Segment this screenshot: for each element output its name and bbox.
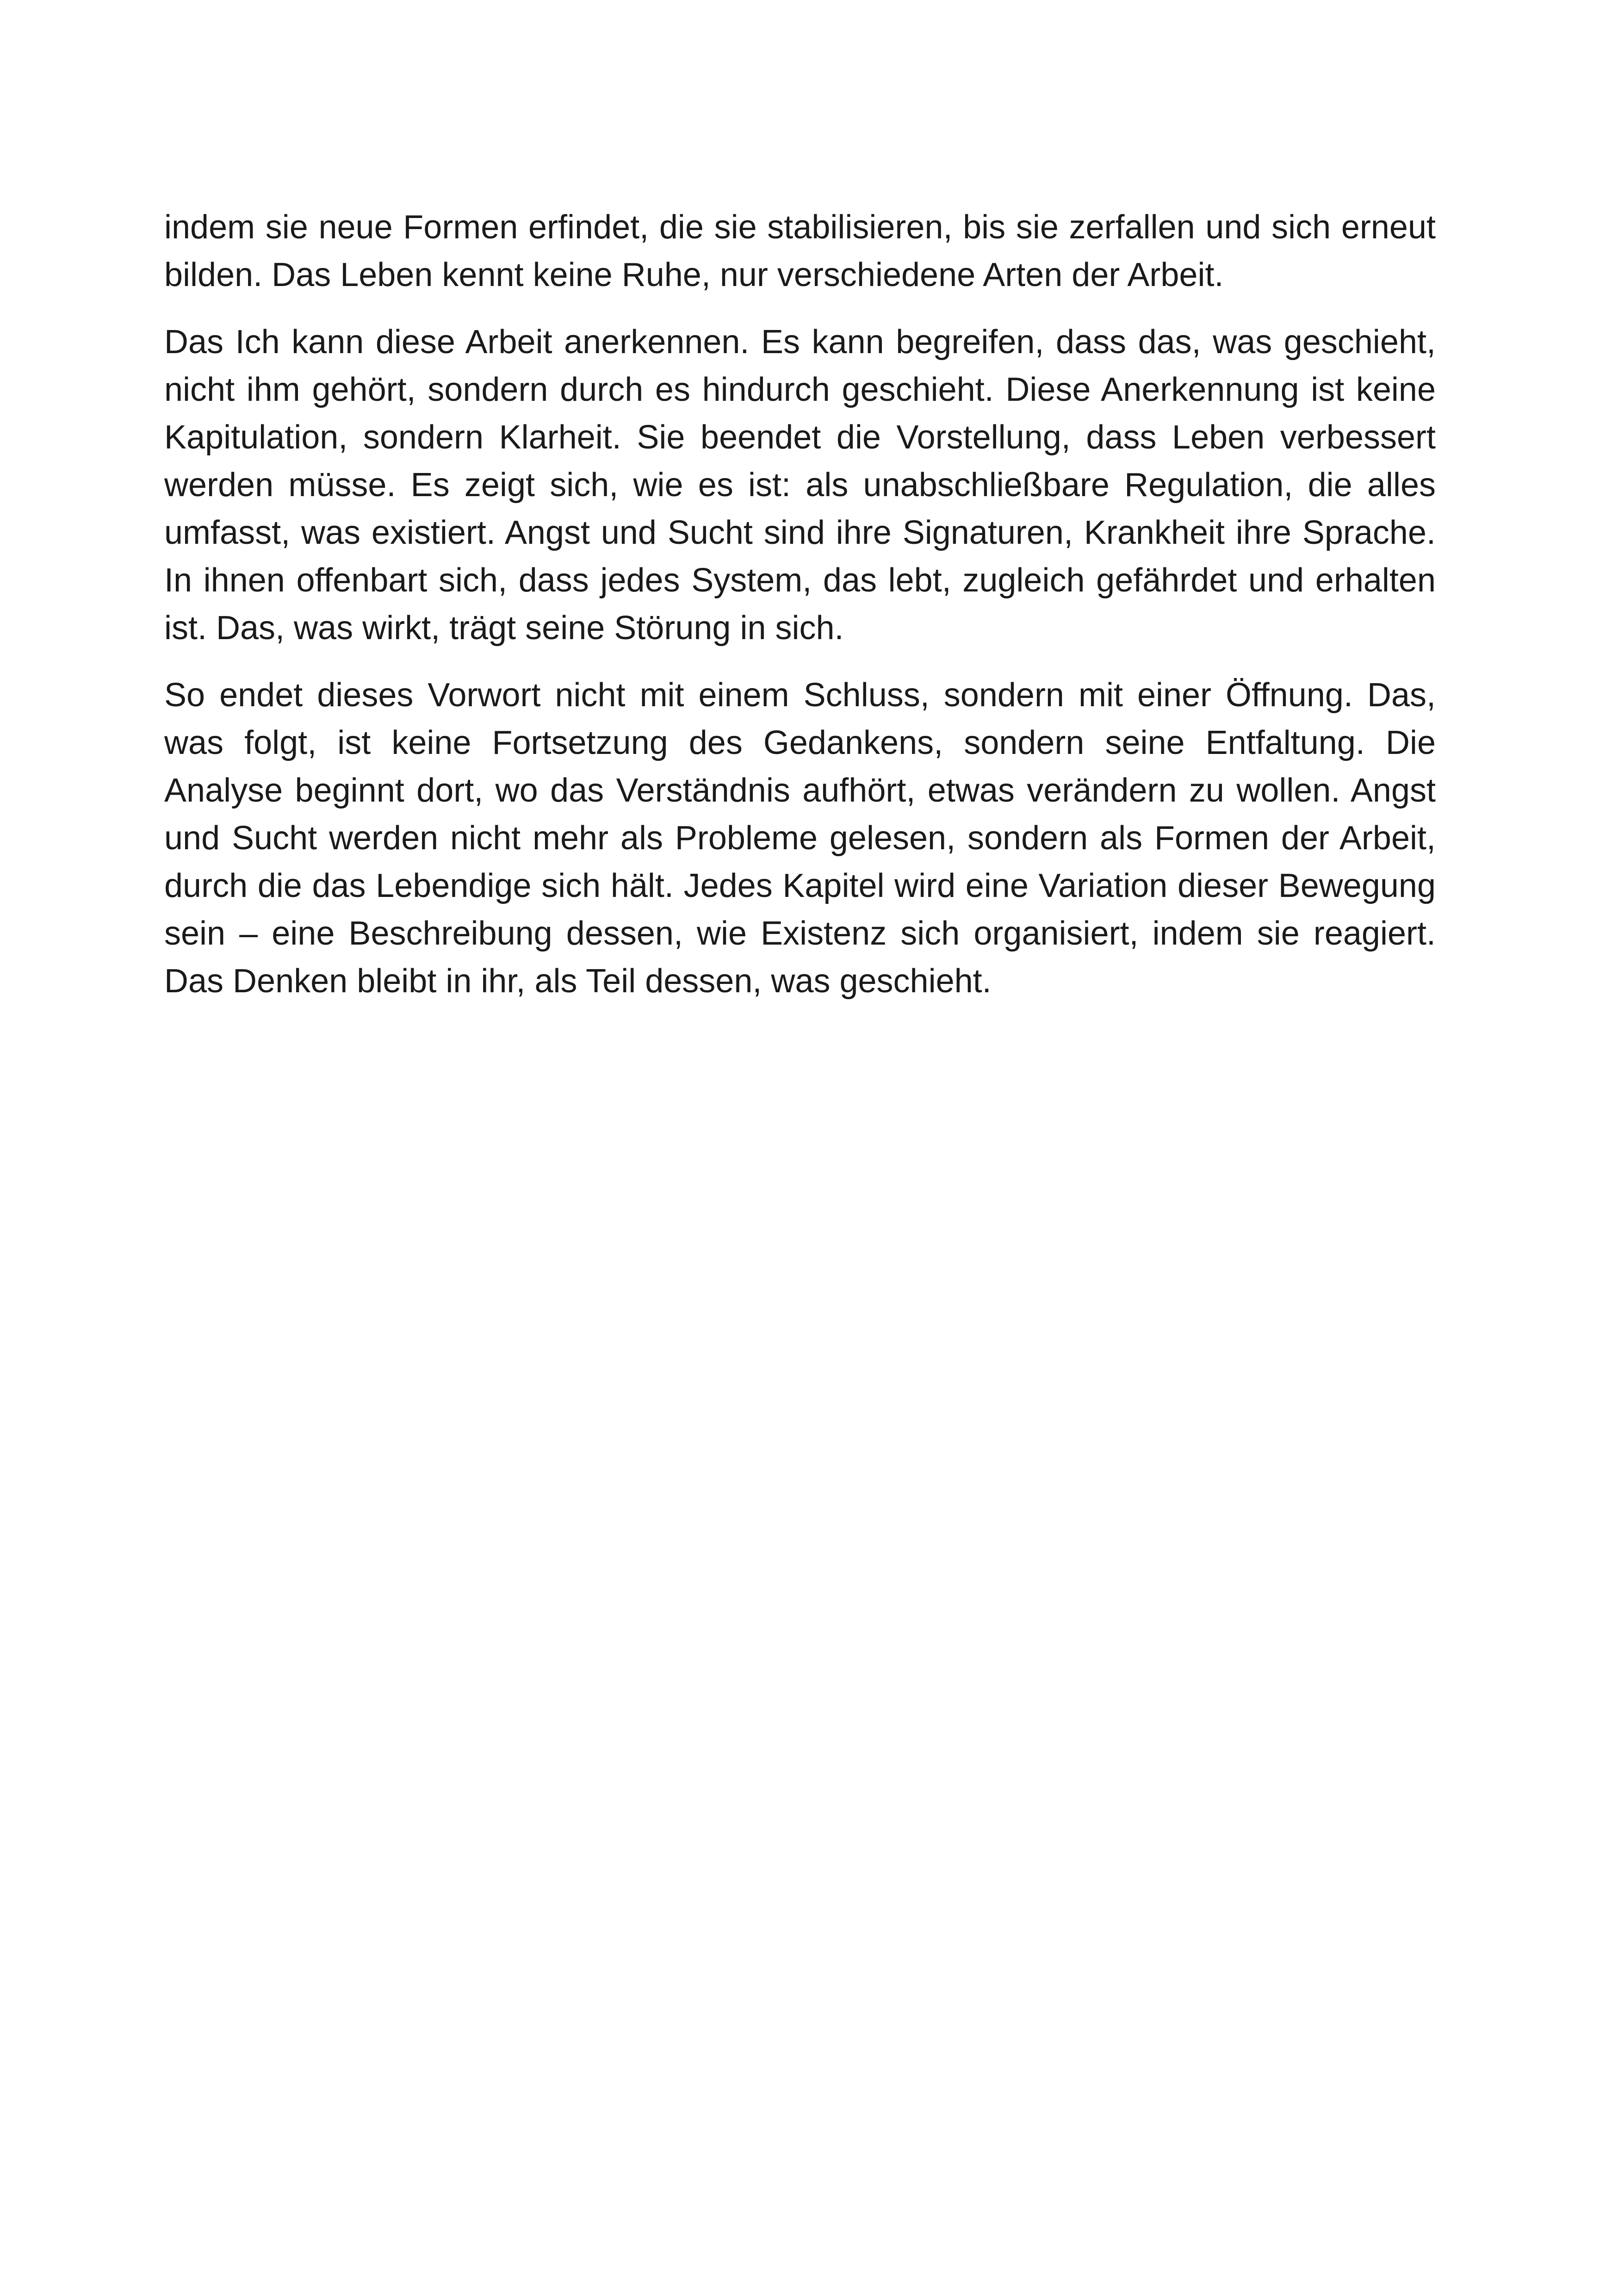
- paragraph-2: Das Ich kann diese Arbeit anerkennen. Es kann begreifen, dass das, was geschieht, nicht ihm gehört, sondern durch es hindurch geschieht. Diese Anerkennung ist keine Kapitulation, sondern Klarheit. Sie beendet die Vorstellung, dass Leben verbessert werden müsse. Es zeigt sich, wie es ist: als unabschließbare Regulation, die alles umfasst, was existiert. Angst und Sucht sind ihre Signaturen, Krankheit ihre Sprache. In ihnen offenbart sich, dass jedes System, das lebt, zugleich gefährdet und erhalten ist. Das, was wirkt, trägt seine Störung in sich.: [164, 324, 1436, 647]
- paragraph-3: So endet dieses Vorwort nicht mit einem Schluss, sondern mit einer Öffnung. Das, was folgt, ist keine Fortsetzung des Gedankens, sondern seine Entfaltung. Die Analyse beginnt dort, wo das Verständnis aufhört, etwas verändern zu wollen. Angst und Sucht werden nicht mehr als Probleme gelesen, sondern als Formen der Arbeit, durch die das Lebendige sich hält. Jedes Kapitel wird eine Variation dieser Bewegung sein – eine Beschreibung dessen, wie Existenz sich organisiert, indem sie reagiert. Das Denken bleibt in ihr, als Teil dessen, was geschieht.: [164, 677, 1436, 1000]
- paragraph-1: indem sie neue Formen erfindet, die sie stabilisieren, bis sie zerfallen und sich erneut bilden. Das Leben kennt keine Ruhe, nur verschiedene Arten der Arbeit.: [164, 209, 1436, 293]
- body-text: [164, 204, 1436, 1025]
